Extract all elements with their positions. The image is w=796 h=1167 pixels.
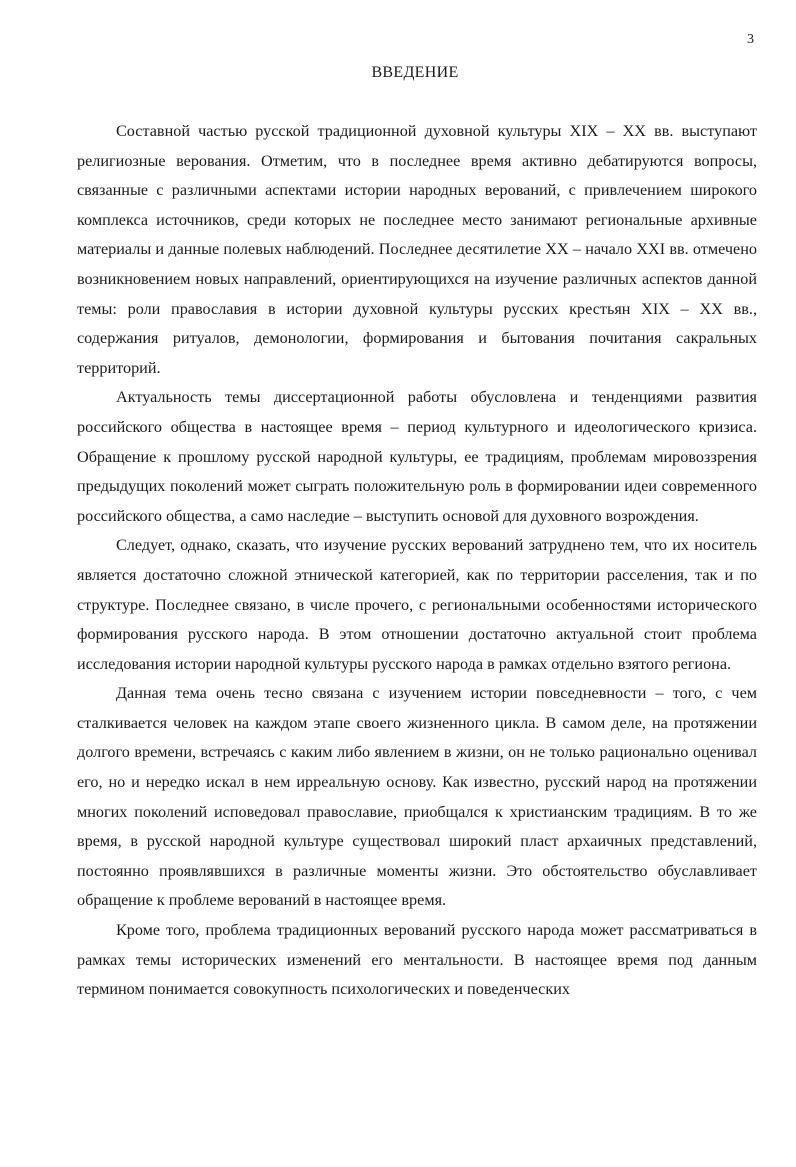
- paragraph-2: Актуальность темы диссертационной работы обусловлена и тенденциями развития российского общества в настоящее время – период культурного и идеологического кризиса. Обращение к прошлому русской народной культуры, ее традициям, проблемам мировоззрения предыдущих поколений может сыграть положительную роль в формировании идеи современного российского общества, а само наследие – выступить основой для духовного возрождения.: [77, 388, 757, 525]
- paragraph-3: Следует, однако, сказать, что изучение русских верований затруднено тем, что их носитель является достаточно сложной этнической категорией, как по территории расселения, так и по структуре. Последнее связано, в числе прочего, с региональными особенностями исторического формирования русского народа. В этом отношении достаточно актуальной стоит проблема исследования истории народной культуры русского народа в рамках отдельно взятого региона.: [77, 536, 757, 673]
- page-number: 3: [747, 32, 754, 47]
- paragraph-4: Данная тема очень тесно связана с изучением истории повседневности – того, с чем сталкивается человек на каждом этапе своего жизненного цикла. В самом деле, на протяжении долгого времени, встречаясь с каким либо явлением в жизни, он не только рационально оценивал его, но и нередко искал в нем ирреальную основу. Как известно, русский народ на протяжении многих поколений исповедовал православие, приобщался к христианским традициям. В то же время, в русской народной культуре существовал широкий пласт архаичных представлений, постоянно проявлявшихся в различные моменты жизни. Это обстоятельство обуславливает обращение к проблеме верований в настоящее время.: [77, 684, 757, 910]
- paragraph-5: Кроме того, проблема традиционных верований русского народа может рассматриваться в рамках темы исторических изменений его ментальности. В настоящее время под данным термином понимается совокупность психологических и поведенческих: [77, 921, 757, 999]
- document-body: [77, 117, 757, 1005]
- document-title: ВВЕДЕНИЕ: [371, 64, 459, 81]
- paragraph-1: Составной частью русской традиционной духовной культуры XIX – XX вв. выступают религиозные верования. Отметим, что в последнее время активно дебатируются вопросы, связанные с различными аспектами истории народных верований, с привлечением широкого комплекса источников, среди которых не последнее место занимают региональные архивные материалы и данные полевых наблюдений. Последнее десятилетие XX – начало XXI вв. отмечено возникновением новых направлений, ориентирующихся на изучение различных аспектов данной темы: роли православия в истории духовной культуры русских крестьян XIX – XX вв., содержания ритуалов, демонологии, формирования и бытования почитания сакральных территорий.: [77, 122, 757, 377]
